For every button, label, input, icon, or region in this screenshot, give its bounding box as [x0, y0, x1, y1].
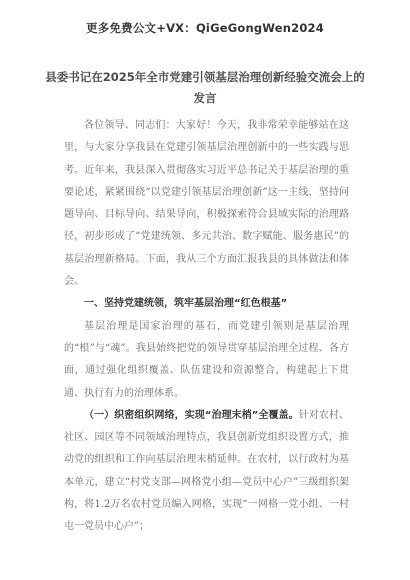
subsection-1-paragraph [64, 405, 349, 539]
header-banner: 更多免费公文+VX：QiGeGongWen2024 [86, 21, 324, 35]
section-1-paragraph: 基层治理是国家治理的基石，而党建引领则是基层治理的“根”与“魂”。我县始终把党的领导贯穿基层治理全过程、各方面，通过强化组织覆盖、队伍建设和资源整合，构建起上下贯通、执行有力的治理体系。 [64, 320, 349, 399]
document-body [64, 115, 349, 539]
subsection-1-text: 针对农村、社区、园区等不同领域治理特点，我县创新党组织设置方式，推动党的组织和工作向基层治理末梢延伸。在农村，以行政村为基本单元，建立“村党支部—网格党小组—党员中心户”三级组织架构，将1.2万名农村党员编入网格，实现“一网格一党小组、一村屯一党员中心户”； [64, 409, 350, 533]
section-heading-1: 一、坚持党建统领，筑牢基层治理“红色根基” [84, 298, 288, 310]
subsection-heading-1: （一）织密组织网络，实现“治理末梢”全覆盖。 [84, 409, 299, 421]
document-title: 县委书记在2025年全市党建引领基层治理创新经验交流会上的发言 [45, 70, 365, 105]
intro-paragraph: 各位领导、同志们：大家好！今天，我非常荣幸能够站在这里，与大家分享我县在党建引领基层治理创新中的一些实践与思考。近年来，我县深入贯彻落实习近平总书记关于基层治理的重要论述，紧紧围绕“以党建引领基层治理创新”这一主线，坚持问题导向、目标导向、结果导向，积极探索符合县域实际的治理路径，初步形成了“党建统领、多元共治、数字赋能、服务惠民”的基层治理新格局。下面，我从三个方面汇报我县的具体做法和体会。 [64, 120, 349, 288]
